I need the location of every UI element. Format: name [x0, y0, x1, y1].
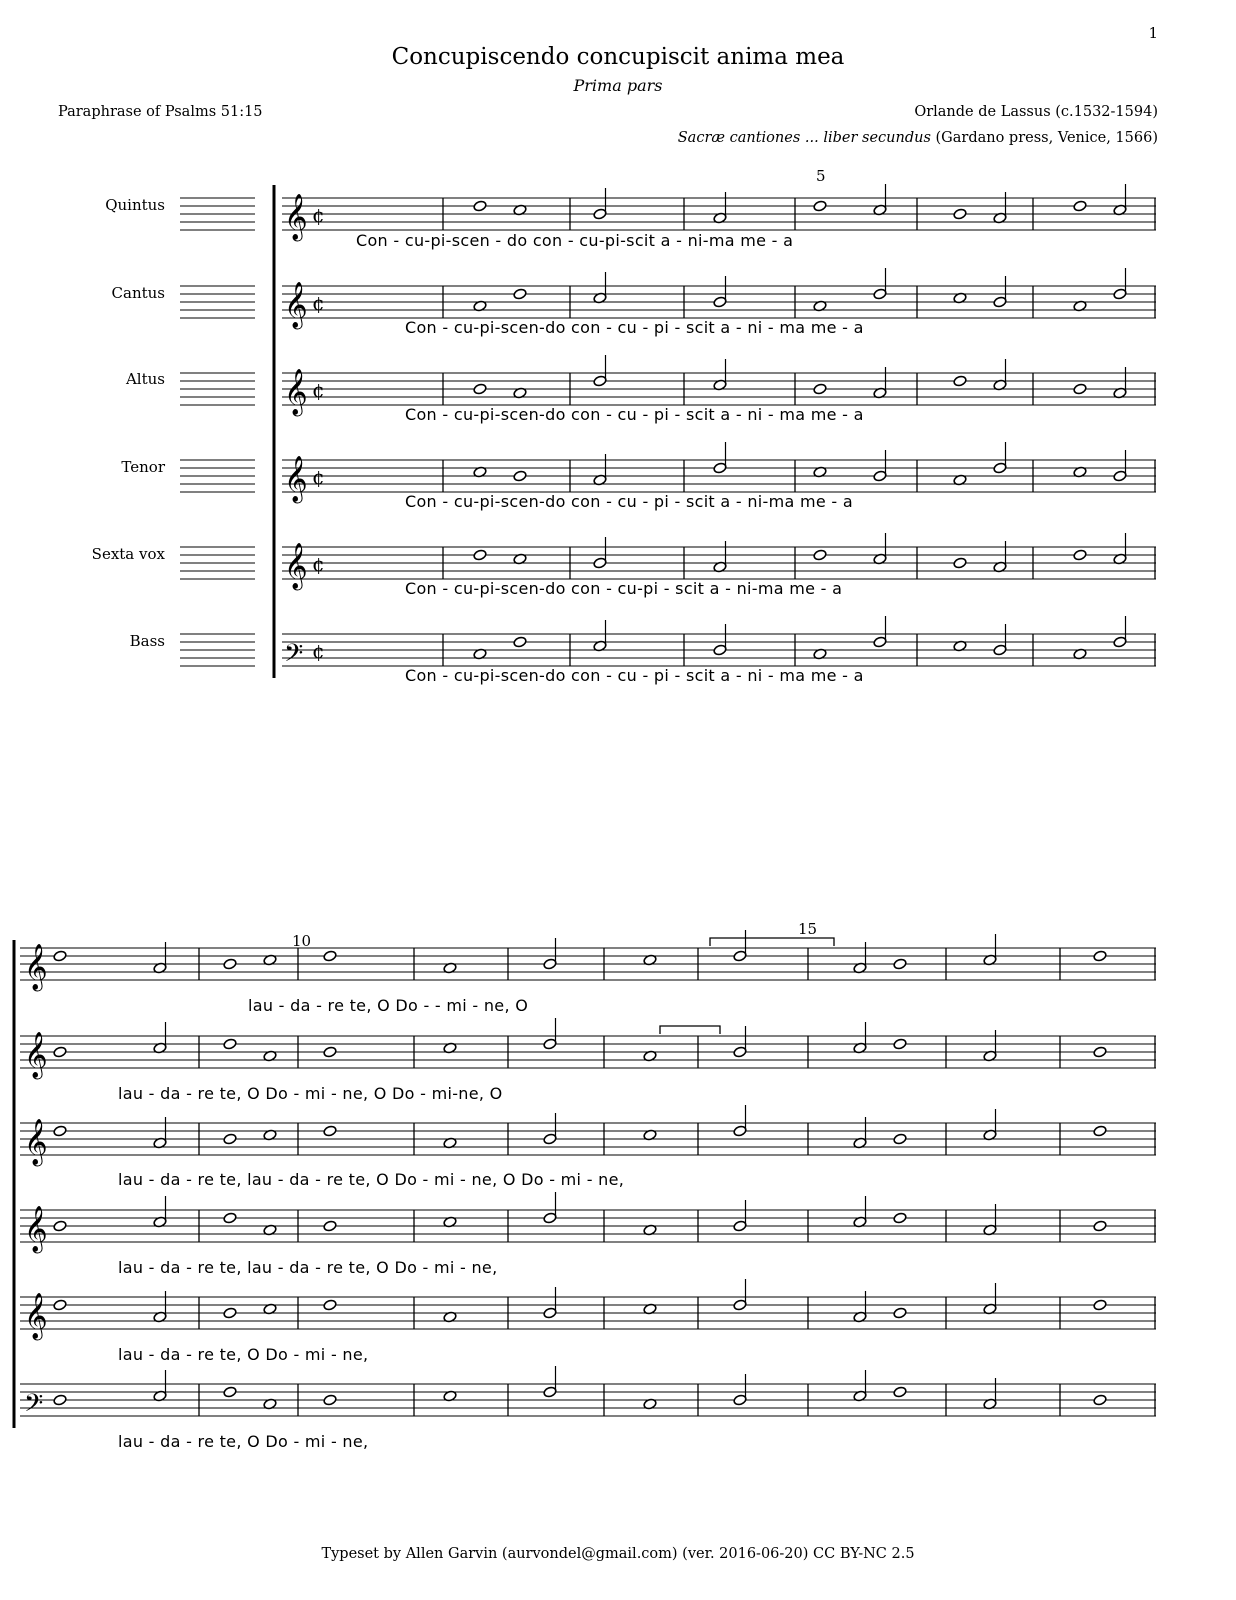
lyric-line: Con - cu-pi-scen-do con - cu - pi - scit a - ni - ma me - a	[405, 666, 864, 685]
lyric-line: lau - da - re te, O Do - - mi - ne, O	[248, 996, 529, 1015]
note-head	[893, 1038, 907, 1050]
treble-clef-icon: 𝄞	[284, 194, 308, 240]
note-head	[1073, 383, 1087, 395]
lyric-line: Con - cu-pi-scen-do con - cu - pi - scit a - ni - ma me - a	[405, 318, 864, 337]
treble-clef-icon: 𝄞	[284, 282, 308, 328]
lyric-line: Con - cu-pi-scen-do con - cu - pi - scit a - ni - ma me - a	[405, 405, 864, 424]
cut-time-icon: ¢	[312, 203, 325, 227]
note-head	[1093, 1220, 1107, 1232]
note-head	[53, 1125, 67, 1137]
cut-time-icon: ¢	[312, 639, 325, 663]
treble-clef-icon: 𝄞	[284, 543, 308, 589]
ligature-bracket	[660, 1026, 720, 1034]
treble-clef-icon: 𝄞	[24, 1032, 48, 1078]
note-head	[323, 1299, 337, 1311]
bass-clef-icon: 𝄢	[24, 1389, 44, 1424]
publication-details: (Gardano press, Venice, 1566)	[930, 130, 1158, 146]
note-head	[223, 1386, 237, 1398]
note-head	[1093, 1046, 1107, 1058]
treble-clef-icon: 𝄞	[284, 369, 308, 415]
cut-time-icon: ¢	[312, 291, 325, 315]
footer-credit: Typeset by Allen Garvin (aurvondel@gmail.com) (ver. 2016-06-20) CC BY-NC 2.5	[321, 1546, 915, 1562]
note-head	[53, 1394, 67, 1406]
note-head	[813, 383, 827, 395]
note-head	[953, 557, 967, 569]
note-head	[223, 1307, 237, 1319]
note-head	[893, 1212, 907, 1224]
note-head	[1093, 950, 1107, 962]
lyric-line: lau - da - re te, lau - da - re te, O Do - mi - ne,	[118, 1258, 498, 1277]
note-head	[513, 470, 527, 482]
page-subtitle: Prima pars	[573, 76, 663, 95]
treble-clef-icon: 𝄞	[24, 1206, 48, 1252]
cut-time-icon: ¢	[312, 465, 325, 489]
treble-clef-icon: 𝄞	[284, 456, 308, 502]
voice-label-sexta-vox: Sexta vox	[91, 545, 165, 563]
lyric-line: lau - da - re te, O Do - mi - ne, O Do - mi-ne, O	[118, 1084, 503, 1103]
voice-label-altus: Altus	[125, 370, 165, 388]
page-number: 1	[1148, 24, 1158, 42]
note-head	[323, 1220, 337, 1232]
page-title: Concupiscendo concupiscit anima mea	[391, 44, 845, 70]
note-head	[893, 958, 907, 970]
cut-time-icon: ¢	[312, 552, 325, 576]
note-head	[53, 1046, 67, 1058]
note-head	[53, 1299, 67, 1311]
publication-title: Sacræ cantiones ... liber secundus	[677, 130, 931, 146]
lyric-line: lau - da - re te, O Do - mi - ne,	[118, 1432, 369, 1451]
treble-clef-icon: 𝄞	[24, 1293, 48, 1339]
lyric-line: lau - da - re te, O Do - mi - ne,	[118, 1345, 369, 1364]
note-head	[223, 1133, 237, 1145]
voice-label-tenor: Tenor	[121, 458, 165, 476]
measure-number: 15	[798, 920, 818, 938]
note-head	[53, 950, 67, 962]
lyric-line: lau - da - re te, lau - da - re te, O Do - mi - ne, O Do - mi - ne,	[118, 1170, 625, 1189]
measure-number: 10	[292, 932, 312, 950]
note-head	[53, 1220, 67, 1232]
measure-number: 5	[816, 167, 826, 185]
note-head	[813, 200, 827, 212]
note-head	[1073, 549, 1087, 561]
note-head	[323, 1046, 337, 1058]
note-head	[323, 1394, 337, 1406]
note-head	[953, 375, 967, 387]
treble-clef-icon: 𝄞	[24, 1119, 48, 1165]
note-head	[323, 1125, 337, 1137]
treble-clef-icon: 𝄞	[24, 944, 48, 990]
note-head	[513, 636, 527, 648]
note-head	[893, 1133, 907, 1145]
lyric-line: Con - cu-pi-scen-do con - cu-pi - scit a - ni-ma me - a	[405, 579, 843, 598]
lyric-line: Con - cu-pi-scen - do con - cu-pi-scit a - ni-ma me - a	[356, 231, 794, 250]
lyric-line: Con - cu-pi-scen-do con - cu - pi - scit a - ni-ma me - a	[405, 492, 853, 511]
voice-label-cantus: Cantus	[111, 284, 165, 302]
note-head	[323, 950, 337, 962]
note-head	[813, 549, 827, 561]
note-head	[1093, 1125, 1107, 1137]
note-head	[223, 1212, 237, 1224]
note-head	[223, 1038, 237, 1050]
note-head	[893, 1307, 907, 1319]
voice-label-quintus: Quintus	[105, 196, 165, 214]
note-head	[473, 200, 487, 212]
note-head	[1073, 200, 1087, 212]
cut-time-icon: ¢	[312, 378, 325, 402]
note-head	[1093, 1299, 1107, 1311]
note-head	[473, 549, 487, 561]
note-head	[473, 383, 487, 395]
note-head	[893, 1386, 907, 1398]
ligature-bracket	[710, 938, 834, 946]
note-head	[1093, 1394, 1107, 1406]
note-head	[953, 208, 967, 220]
bass-clef-icon: 𝄢	[284, 639, 304, 674]
note-head	[513, 288, 527, 300]
voice-label-bass: Bass	[129, 632, 165, 650]
note-head	[223, 958, 237, 970]
text-source-note: Paraphrase of Psalms 51:15	[58, 104, 263, 120]
composer: Orlande de Lassus (c.1532-1594)	[914, 104, 1158, 120]
